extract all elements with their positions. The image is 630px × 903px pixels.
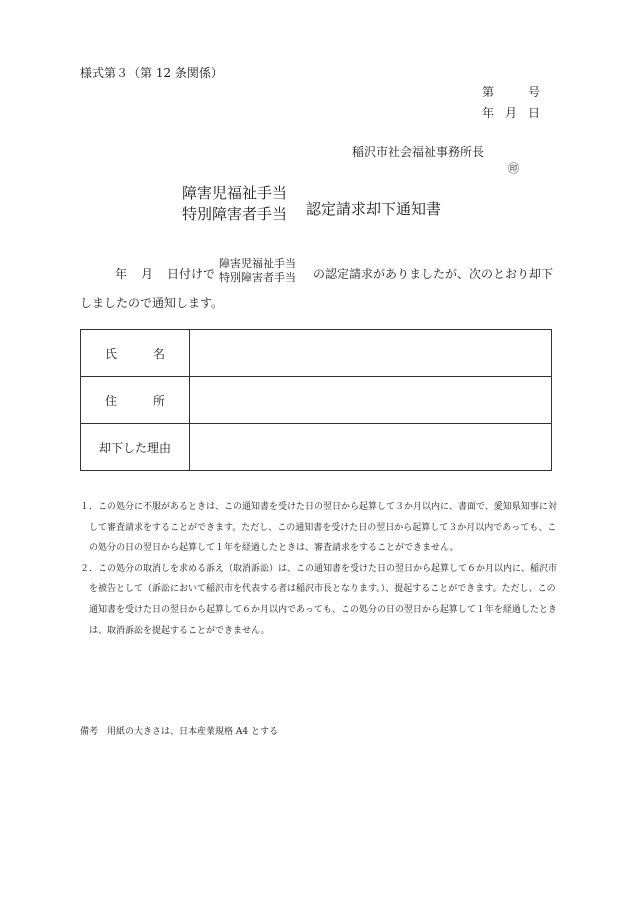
note-line: は、取消訴訟を提起することができません。	[80, 625, 270, 636]
body-text-1: の認定請求がありましたが、次のとおり却下	[313, 267, 554, 281]
note-line: を被告として（訴訟において稲沢市を代表する者は稲沢市長となります。）、提起することができます。ただし、この	[80, 584, 556, 595]
document-number-line	[482, 83, 540, 100]
page-title: 認定請求却下通知書	[306, 200, 442, 218]
table-row	[81, 330, 552, 377]
body-date-day: 日付けで	[167, 267, 216, 281]
title-allowance-1: 障害児福祉手当	[182, 184, 288, 202]
value-reason	[190, 424, 552, 471]
note-line: の処分の日の翌日から起算して１年を経過したときは、審査請求をすることができません。	[80, 543, 459, 554]
date-day: 日	[527, 106, 540, 120]
body-allowance-stack	[219, 257, 296, 285]
notes	[80, 497, 557, 641]
value-address	[190, 377, 552, 424]
body-date-month: 月	[141, 267, 154, 281]
info-table	[80, 329, 552, 471]
note-line: して審査請求をすることができます。ただし、この通知書を受けた日の翌日から起算して３か月以内であっても、こ	[80, 522, 557, 533]
value-name	[190, 330, 552, 377]
body-text-2: しましたので通知します。	[80, 296, 224, 310]
title-allowance-2: 特別障害者手当	[182, 205, 288, 223]
label-name: 氏 名	[81, 330, 190, 377]
table-row	[81, 377, 552, 424]
note-line: 通知書を受けた日の翌日から起算して６か月以内であっても、この処分の日の翌日から起算して１年を経過したとき	[80, 604, 557, 615]
body-date-year: 年	[115, 267, 128, 281]
body-allowance-2: 特別障害者手当	[219, 271, 296, 284]
number-suffix: 号	[527, 85, 540, 99]
note-line: ２．この処分の取消しを求める訴え（取消訴訟）は、この通知書を受けた日の翌日から起算して６か月以内に、稲沢市	[80, 563, 558, 574]
body-allowance-1: 障害児福祉手当	[219, 257, 296, 270]
issue-date-line	[482, 104, 540, 121]
label-address: 住 所	[81, 377, 190, 424]
body-date	[115, 265, 215, 282]
date-month: 月	[504, 106, 517, 120]
form-number: 様式第３（第 12 条関係）	[80, 66, 223, 80]
issuer-name: 稲沢市社会福祉事務所長	[352, 145, 485, 159]
title-allowance-stack	[182, 183, 287, 225]
note-line: １．この処分に不服があるときは、この通知書を受けた日の翌日から起算して３か月以内に、書面で、愛知県知事に対	[80, 502, 557, 512]
remark: 備考 用紙の大きさは、日本産業規格 A4 とする	[80, 727, 278, 737]
seal-mark: ㊞	[508, 162, 519, 175]
label-reason: 却下した理由	[81, 424, 190, 471]
number-prefix: 第	[482, 85, 495, 99]
table-row	[81, 424, 552, 471]
date-year: 年	[482, 106, 495, 120]
